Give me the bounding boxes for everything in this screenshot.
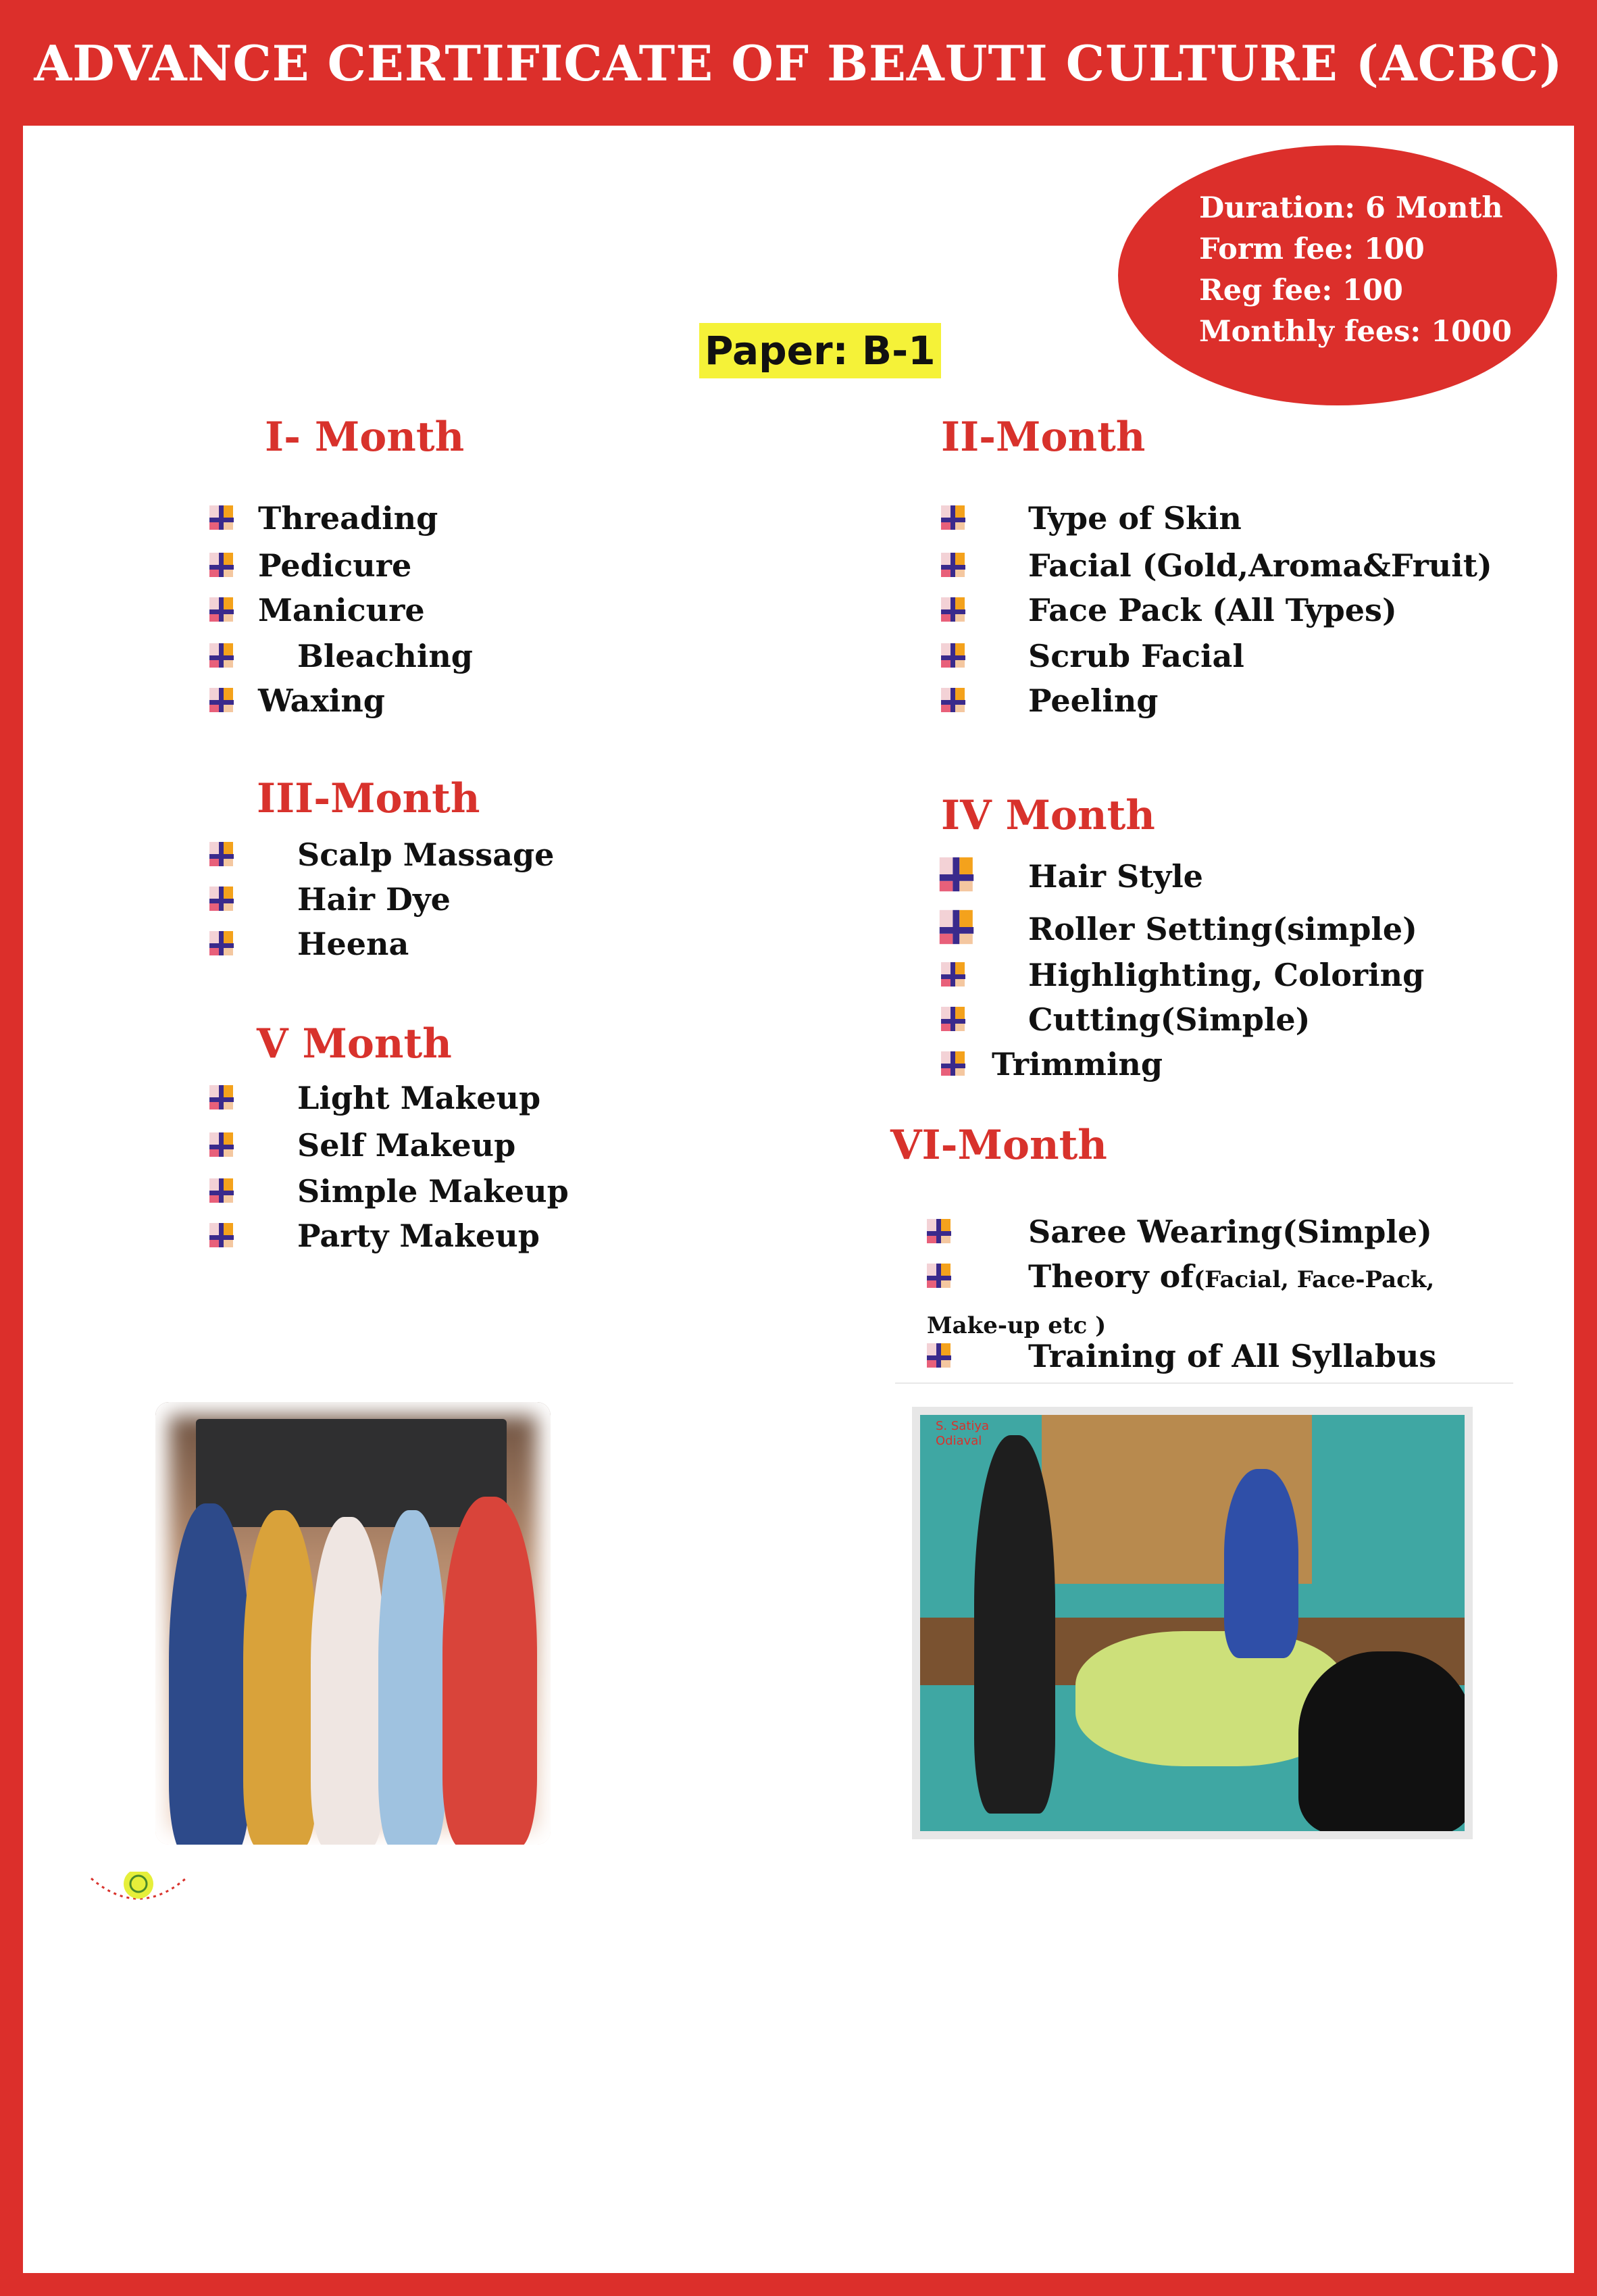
list-item: Simple Makeup bbox=[297, 1173, 569, 1209]
list-item: Cutting(Simple) bbox=[1028, 1001, 1311, 1038]
bullet-icon bbox=[941, 597, 965, 622]
month-3-title: III-Month bbox=[257, 775, 480, 822]
chalkboard bbox=[196, 1419, 507, 1527]
list-item: Scrub Facial bbox=[1028, 638, 1244, 674]
duration-text: Duration: 6 Month bbox=[1199, 191, 1503, 225]
theory-label: Theory of bbox=[1028, 1258, 1194, 1295]
form-fee-text: Form fee: 100 bbox=[1199, 232, 1425, 266]
bullet-icon bbox=[209, 842, 234, 866]
list-item: Threading bbox=[258, 500, 438, 536]
caption-line: Odiaval bbox=[936, 1434, 982, 1448]
bullet-icon bbox=[209, 931, 234, 955]
divider bbox=[895, 1382, 1513, 1384]
month-6-title: VI-Month bbox=[890, 1122, 1107, 1169]
paper-label: Paper: B-1 bbox=[699, 323, 941, 378]
list-item: Hair Style bbox=[1028, 858, 1203, 895]
list-item: Pedicure bbox=[258, 547, 412, 584]
list-item: Manicure bbox=[258, 592, 425, 628]
figure bbox=[378, 1510, 446, 1845]
bullet-icon bbox=[941, 1051, 965, 1076]
bullet-icon bbox=[941, 643, 965, 668]
fee-list bbox=[1199, 188, 1512, 353]
figure bbox=[169, 1503, 250, 1845]
bullet-icon bbox=[209, 553, 234, 577]
bullet-icon bbox=[927, 1264, 951, 1288]
list-item: Facial (Gold,Aroma&Fruit) bbox=[1028, 547, 1492, 584]
bullet-icon bbox=[941, 553, 965, 577]
reg-fee-text: Reg fee: 100 bbox=[1199, 274, 1403, 307]
bullet-icon bbox=[941, 1007, 965, 1031]
list-item: Peeling bbox=[1028, 682, 1159, 719]
bullet-icon bbox=[209, 643, 234, 668]
bullet-icon bbox=[209, 505, 234, 530]
list-item: Roller Setting(simple) bbox=[1028, 911, 1417, 947]
list-item: Face Pack (All Types) bbox=[1028, 592, 1397, 628]
figure bbox=[1298, 1651, 1473, 1834]
list-item: Type of Skin bbox=[1028, 500, 1242, 536]
bullet-icon bbox=[941, 962, 965, 987]
figure bbox=[243, 1510, 318, 1845]
bullet-icon bbox=[209, 887, 234, 911]
bullet-icon bbox=[209, 1223, 234, 1247]
figure bbox=[442, 1497, 537, 1845]
monthly-fee-text: Monthly fees: 1000 bbox=[1199, 315, 1512, 349]
classroom-photo bbox=[155, 1402, 551, 1845]
month-4-title: IV Month bbox=[941, 792, 1155, 839]
page-title: ADVANCE CERTIFICATE OF BEAUTI CULTURE (ACBC) bbox=[34, 34, 1563, 92]
bullet-icon bbox=[941, 505, 965, 530]
list-item: Training of All Syllabus bbox=[1028, 1338, 1437, 1374]
salon-photo bbox=[912, 1407, 1473, 1839]
list-item-continuation bbox=[927, 1304, 1106, 1341]
bullet-icon bbox=[927, 1343, 951, 1368]
list-item: Self Makeup bbox=[297, 1127, 516, 1164]
title-banner bbox=[0, 0, 1597, 126]
figure bbox=[1224, 1469, 1298, 1658]
caption-line: S. Satiya bbox=[936, 1419, 990, 1433]
month-1-title: I- Month bbox=[265, 414, 465, 461]
theory-detail: (Facial, Face-Pack, bbox=[1194, 1266, 1435, 1293]
month-5-title: V Month bbox=[257, 1020, 452, 1068]
list-item: Light Makeup bbox=[297, 1080, 541, 1116]
institute-logo-icon bbox=[88, 1872, 189, 1912]
figure bbox=[311, 1517, 385, 1845]
list-item: Party Makeup bbox=[297, 1218, 540, 1254]
bullet-icon bbox=[940, 857, 973, 891]
list-item: Highlighting, Coloring bbox=[1028, 957, 1425, 993]
bullet-icon bbox=[209, 597, 234, 622]
photo-caption bbox=[936, 1419, 989, 1449]
list-item: Bleaching bbox=[297, 638, 473, 674]
list-item: Waxing bbox=[258, 682, 385, 719]
list-item: Heena bbox=[297, 926, 409, 962]
bullet-icon bbox=[209, 688, 234, 712]
theory-detail-cont: Make-up etc ) bbox=[927, 1312, 1107, 1339]
list-item: Trimming bbox=[992, 1046, 1163, 1082]
bullet-icon bbox=[209, 1085, 234, 1109]
list-item: Scalp Massage bbox=[297, 837, 555, 873]
bullet-icon bbox=[209, 1178, 234, 1203]
bullet-icon bbox=[209, 1132, 234, 1157]
month-2-title: II-Month bbox=[941, 414, 1146, 461]
list-item bbox=[1028, 1258, 1434, 1295]
list-item: Saree Wearing(Simple) bbox=[1028, 1214, 1432, 1250]
bullet-icon bbox=[941, 688, 965, 712]
figure bbox=[974, 1435, 1055, 1814]
bullet-icon bbox=[927, 1219, 951, 1243]
bullet-icon bbox=[940, 910, 973, 944]
list-item: Hair Dye bbox=[297, 881, 451, 918]
